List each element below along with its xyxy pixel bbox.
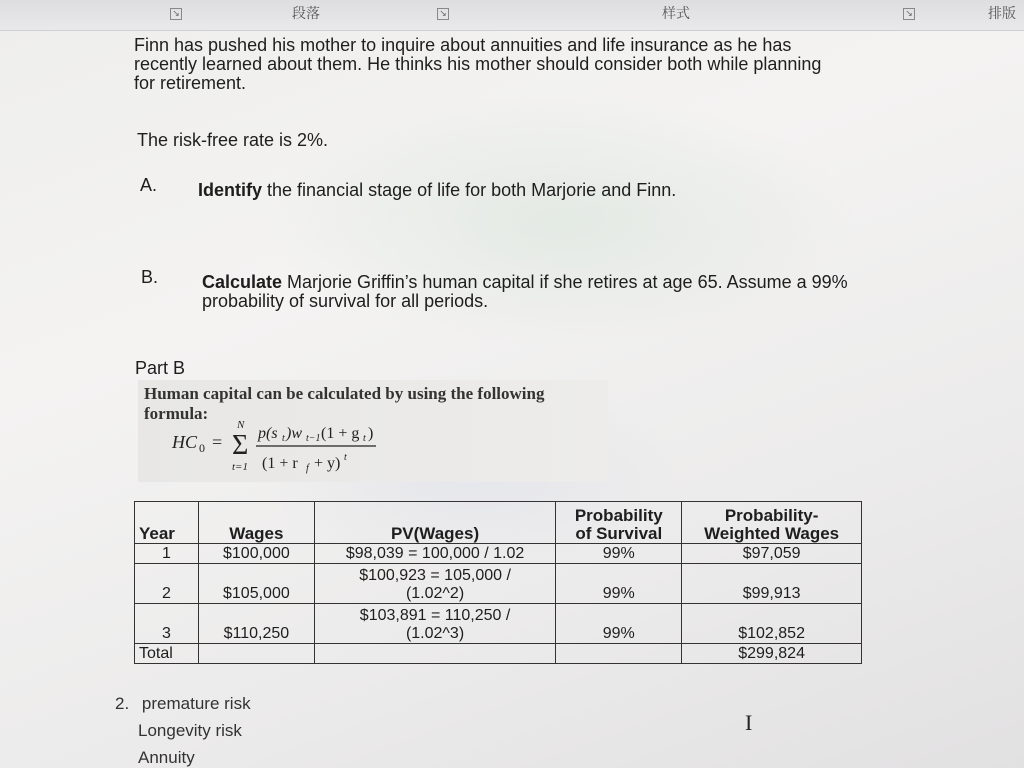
item-b-keyword: Calculate <box>202 272 283 292</box>
svg-text:N: N <box>237 419 245 431</box>
cell-weighted-wages: $102,852 <box>682 604 862 644</box>
col-header-year: Year <box>135 502 199 544</box>
header-line: Probability <box>574 506 663 525</box>
cell-empty <box>198 644 314 664</box>
cell-probability: 99% <box>556 604 682 644</box>
table-row <box>135 544 862 564</box>
formula-intro: Human capital can be calculated by using the following formula: <box>144 384 545 423</box>
pv-line: (1.02^2) <box>405 585 465 602</box>
svg-text:0: 0 <box>199 441 205 455</box>
header-line: of Survival <box>575 524 663 543</box>
table-row <box>135 604 862 644</box>
col-header-pv: PV(Wages) <box>314 502 556 544</box>
svg-text:(1 + r: (1 + r <box>262 455 298 472</box>
item-letter-b: B. <box>141 267 159 287</box>
cell-year: 3 <box>135 604 199 644</box>
svg-text:p(s: p(s <box>258 425 278 442</box>
table-total-row <box>135 644 862 664</box>
list-item: Longevity risk <box>138 721 242 740</box>
cell-wages: $100,000 <box>198 544 314 564</box>
list-item: Annuity <box>138 748 195 767</box>
cell-weighted-wages: $97,059 <box>682 544 862 564</box>
col-header-weighted-wages <box>682 502 862 544</box>
dialog-launcher-icon[interactable]: ↘ <box>170 8 182 20</box>
ribbon-group-paragraph: 段落 <box>292 5 320 21</box>
svg-text:)w: )w <box>286 425 302 442</box>
item-a-keyword: Identify <box>198 180 263 200</box>
cell-wages: $105,000 <box>198 564 314 604</box>
cell-total-value: $299,824 <box>682 644 862 664</box>
item-b-text <box>202 273 848 311</box>
styles-launcher-icon[interactable]: ↘ <box>903 8 915 20</box>
list-item: premature risk <box>141 694 251 713</box>
table-header-row <box>135 502 862 544</box>
intro-paragraph <box>134 36 821 93</box>
table-row <box>135 564 862 604</box>
cell-empty <box>314 644 556 664</box>
human-capital-table <box>134 501 862 664</box>
item-b-body: Marjorie Griffin’s human capital if she retires at age 65. Assume a 99% <box>282 272 848 292</box>
svg-text:t−1: t−1 <box>306 433 321 444</box>
intro-line: recently learned about them. He thinks his mother should consider both while planning <box>134 54 822 74</box>
cell-year: 2 <box>135 564 199 604</box>
ribbon-group-styles: 样式 <box>662 5 690 21</box>
pv-line: (1.02^3) <box>405 625 465 642</box>
cell-pv: $98,039 = 100,000 / 1.02 <box>314 544 556 564</box>
cell-pv <box>314 604 556 644</box>
ribbon-group-layout[interactable]: 排版 <box>988 5 1016 21</box>
cell-probability: 99% <box>556 564 682 604</box>
svg-text:Σ: Σ <box>232 430 249 461</box>
svg-text:=: = <box>212 432 223 452</box>
formula-image <box>138 380 608 482</box>
answer-list <box>115 694 251 714</box>
risk-free-rate-text: The risk-free rate is 2%. <box>137 130 329 150</box>
svg-text:t: t <box>344 452 347 463</box>
item-letter-a: A. <box>140 175 158 195</box>
cell-probability: 99% <box>556 544 682 564</box>
item-a-body: the financial stage of life for both Marjorie and Finn. <box>262 180 677 200</box>
svg-text:t=1: t=1 <box>232 461 248 473</box>
intro-line: Finn has pushed his mother to inquire about annuities and life insurance as he has <box>134 35 792 55</box>
intro-line: for retirement. <box>134 73 247 93</box>
cell-total-label: Total <box>135 644 199 664</box>
human-capital-formula <box>158 408 418 480</box>
cell-wages: $110,250 <box>198 604 314 644</box>
svg-text:HC: HC <box>172 432 198 452</box>
paragraph-launcher-icon[interactable]: ↘ <box>437 8 449 20</box>
cell-pv <box>314 564 556 604</box>
cell-empty <box>556 644 682 664</box>
svg-text:): ) <box>368 425 374 442</box>
col-header-probability <box>556 502 682 544</box>
svg-text:t: t <box>282 433 285 444</box>
part-b-heading: Part B <box>135 358 186 378</box>
item-a-text <box>198 181 676 200</box>
pv-line: $100,923 = 105,000 / <box>359 567 511 584</box>
svg-text:+ y): + y) <box>314 455 341 472</box>
cell-year: 1 <box>135 544 199 564</box>
list-number: 2. <box>115 694 130 713</box>
header-line: Probability- <box>724 506 819 525</box>
pv-line: $103,891 = 110,250 / <box>359 607 511 624</box>
header-line: Weighted Wages <box>704 524 840 543</box>
cell-weighted-wages: $99,913 <box>682 564 862 604</box>
svg-text:t: t <box>363 433 366 444</box>
ribbon-bar <box>0 0 1024 31</box>
item-b-body-line2: probability of survival for all periods. <box>202 291 489 311</box>
svg-text:f: f <box>306 463 309 474</box>
col-header-wages: Wages <box>198 502 314 544</box>
text-cursor-icon: I <box>745 710 753 735</box>
svg-text:(1 + g: (1 + g <box>321 425 360 442</box>
